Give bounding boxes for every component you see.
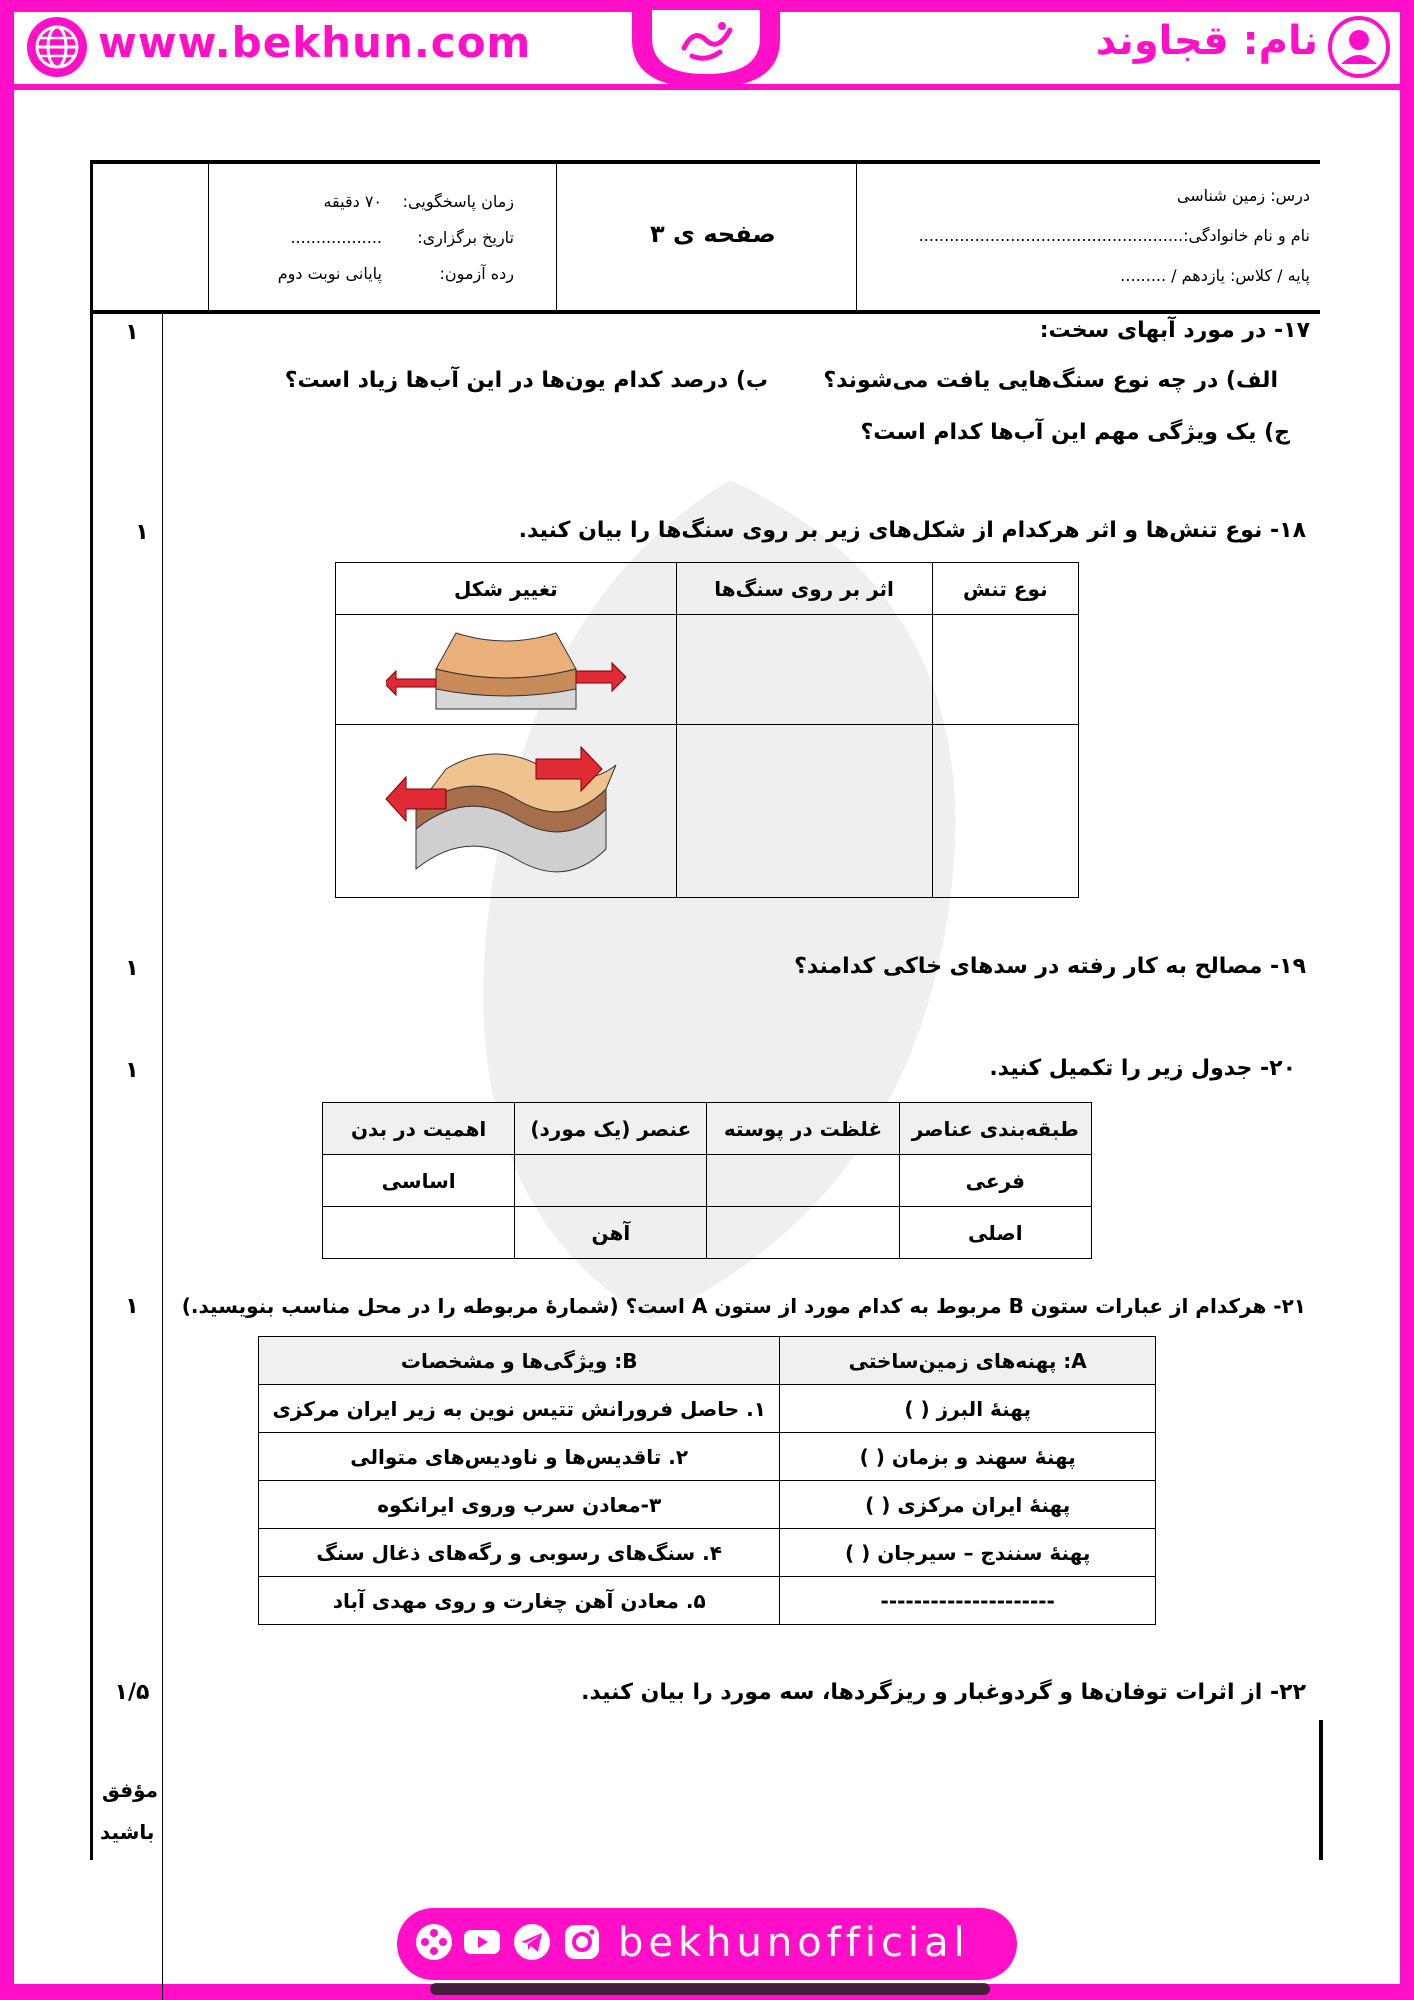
exam-header <box>90 160 1320 314</box>
left-border <box>90 160 93 1860</box>
score-column-rule <box>162 310 163 2000</box>
time-value: ۷۰ دقیقه <box>323 192 382 211</box>
stress-answer-cell[interactable] <box>932 725 1078 898</box>
column-b-header: B: ویژگی‌ها و مشخصات <box>259 1337 780 1385</box>
globe-icon <box>26 16 88 78</box>
youtube-icon[interactable] <box>462 1922 502 1962</box>
telegram-icon[interactable] <box>512 1922 552 1962</box>
film-reel-icon[interactable] <box>414 1922 454 1962</box>
stress-header-type: نوع تنش <box>932 563 1078 615</box>
column-a-item[interactable]: پهنهٔ سنندج – سیرجان ( ) <box>780 1529 1156 1577</box>
stress-header-shape: تغییر شکل <box>336 563 677 615</box>
student-name-label: نام: قجاوند <box>1095 18 1318 64</box>
closing-line1: مؤفق <box>102 1778 159 1802</box>
page-number: صفحه ی ۳ <box>650 220 776 248</box>
q17-part-a: الف) در چه نوع سنگ‌هایی یافت می‌شوند؟ <box>823 368 1278 393</box>
question-18: ۱۸- نوع تنش‌ها و اثر هرکدام از شکل‌های زیر بر روی سنگ‌ها را بیان کنید. <box>518 518 1306 543</box>
right-border-bar <box>1319 1720 1323 1860</box>
student-name-field: نام و نام خانوادگی:.................................................... <box>918 226 1310 245</box>
answer-cell[interactable] <box>515 1155 707 1207</box>
website-link[interactable]: www.bekhun.com <box>98 18 532 67</box>
closing-line2: باشید <box>100 1820 155 1844</box>
bekhun-logo <box>632 0 780 88</box>
date-value: .................. <box>290 228 382 247</box>
column-a-item[interactable]: پهنهٔ البرز ( ) <box>780 1385 1156 1433</box>
question-22: ۲۲- از اثرات توفان‌ها و گردوغبار و ریزگردها، سه مورد را بیان کنید. <box>581 1680 1306 1705</box>
date-label: تاریخ برگزاری: <box>417 228 514 247</box>
answer-cell[interactable] <box>323 1207 515 1259</box>
social-handle[interactable]: bekhunofficial <box>618 1920 970 1966</box>
column-a-item[interactable]: پهنهٔ ایران مرکزی ( ) <box>780 1481 1156 1529</box>
instagram-icon[interactable] <box>562 1922 602 1962</box>
score-q18: ۱ <box>135 520 149 545</box>
score-q20: ۱ <box>125 1058 139 1083</box>
question-19: ۱۹- مصالح به کار رفته در سدهای خاکی کدامند؟ <box>794 954 1306 979</box>
exam-type-value: پایانی نوبت دوم <box>277 264 382 283</box>
q17-part-c: ج) یک ویژگی مهم این آب‌ها کدام است؟ <box>860 420 1290 445</box>
score-q21: ۱ <box>125 1294 139 1319</box>
question-20: ۲۰- جدول زیر را تکمیل کنید. <box>989 1056 1296 1081</box>
column-b-item: ۳-معادن سرب وروی ایرانکوه <box>259 1481 780 1529</box>
stress-answer-cell[interactable] <box>676 615 932 725</box>
column-b-item: ۱. حاصل فرورانش تتیس نوین به زیر ایران مرکزی <box>259 1385 780 1433</box>
time-label: زمان پاسخگویی: <box>402 192 514 211</box>
question-21: ۲۱- هرکدام از عبارات ستون B مربوط به کدام مورد از ستون A است؟ (شمارهٔ مربوطه را در محل مناسب بنویسید.) <box>181 1294 1306 1318</box>
answer-cell[interactable] <box>707 1155 899 1207</box>
column-b-item: ۵. معادن آهن چغارت و روی مهدی آباد <box>259 1577 780 1625</box>
exam-type-label: رده آزمون: <box>439 264 514 283</box>
stress-answer-cell[interactable] <box>932 615 1078 725</box>
frame-left <box>0 0 14 2000</box>
user-icon <box>1328 16 1390 78</box>
stress-header-effect: اثر بر روی سنگ‌ها <box>676 563 932 615</box>
stress-table <box>335 562 1079 898</box>
shear-diagram-cell <box>336 725 677 898</box>
column-a-header: A: پهنه‌های زمین‌ساختی <box>780 1337 1156 1385</box>
question-17: ۱۷- در مورد آبهای سخت: <box>1039 318 1310 343</box>
subject: درس: زمین شناسی <box>1176 186 1310 205</box>
column-a-item[interactable]: پهنهٔ سهند و بزمان ( ) <box>780 1433 1156 1481</box>
score-q22: ۱/۵ <box>114 1680 150 1705</box>
q17-part-b: ب) درصد کدام یون‌ها در این آب‌ها زیاد است؟ <box>284 368 768 393</box>
shear-block-image <box>376 729 636 889</box>
exam-sheet <box>90 160 1320 1860</box>
answer-cell[interactable] <box>707 1207 899 1259</box>
score-q19: ۱ <box>125 956 139 981</box>
tension-diagram-cell <box>336 615 677 725</box>
column-b-item: ۲. تاقدیس‌ها و ناودیس‌های متوالی <box>259 1433 780 1481</box>
stress-answer-cell[interactable] <box>676 725 932 898</box>
column-b-item: ۴. سنگ‌های رسوبی و رگه‌های ذغال سنگ <box>259 1529 780 1577</box>
score-q17: ۱ <box>125 320 139 345</box>
tension-block-image <box>386 619 626 715</box>
grade-field: پایه / کلاس: یازدهم / ......... <box>1120 266 1310 285</box>
matching-table <box>258 1336 1156 1625</box>
frame-right <box>1400 0 1414 2000</box>
column-a-item: --------------------- <box>780 1577 1156 1625</box>
elements-table: طبقه‌بندی عناصر غلظت در پوسته عنصر (یک مورد) اهمیت در بدن فرعی اساسی اصلی آهن <box>322 1102 1092 1259</box>
footer-shadow <box>430 1983 990 1995</box>
